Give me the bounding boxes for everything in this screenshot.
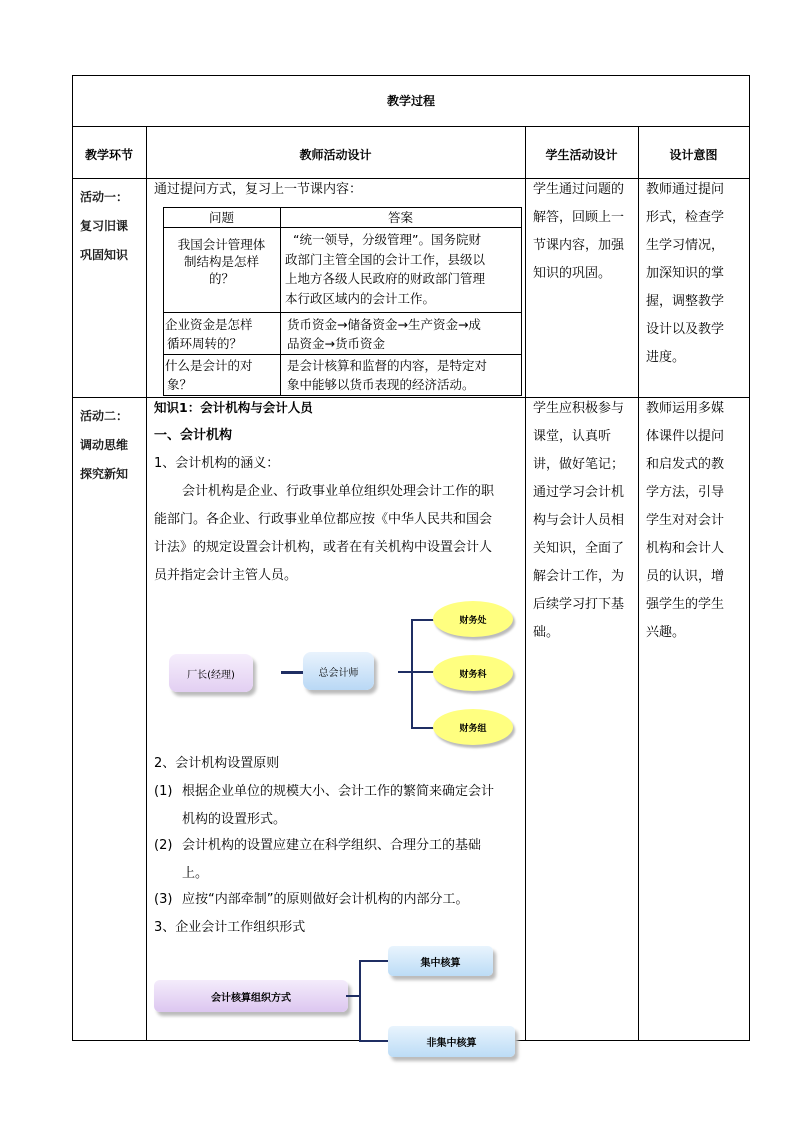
activity2-label bbox=[80, 402, 144, 489]
review-question-3: 什么是会计的对 象？ bbox=[165, 358, 253, 392]
activity1-intent: 教师通过提问 形式，检查学 生学习情况， 加深知识的掌 握，调整教学 设计以及教学 进度。 bbox=[646, 182, 725, 365]
org-leaf-finance-dept: 财务处 bbox=[433, 601, 513, 637]
review-question-1: 我国会计管理体 制结构是怎样 的？ bbox=[177, 237, 266, 286]
activity1-student: 学生通过问题的 解答，回顾上一 节课内容，加强 知识的巩固。 bbox=[533, 182, 625, 281]
org-leaf-finance-group: 财务组 bbox=[433, 709, 513, 745]
item-heading-2: 2、会计机构设置原则 bbox=[154, 756, 280, 771]
knowledge-title: 知识1：会计机构与会计人员 bbox=[154, 400, 313, 415]
review-header-answer: 答案 bbox=[387, 210, 413, 225]
review-header-question: 问题 bbox=[208, 210, 234, 225]
form-branch-centralized: 集中核算 bbox=[388, 946, 493, 976]
activity2-label-line: 调动思维 bbox=[80, 438, 129, 452]
page-title: 教学过程 bbox=[386, 94, 435, 108]
activity2-intent: 教师运用多媒 体课件以提问 和启发式的教 学方法，引导 学生对对会计 机构和会计人 员的认识，增 强学生的学生 兴趣。 bbox=[646, 401, 725, 640]
header-student: 学生活动设计 bbox=[545, 148, 618, 162]
section-heading: 一、会计机构 bbox=[154, 428, 233, 443]
review-question-2: 企业资金是怎样 循环周转的？ bbox=[165, 317, 253, 351]
form-root-box: 会计核算组织方式 bbox=[154, 980, 348, 1012]
activity2-label-line: 活动二： bbox=[80, 409, 129, 423]
activity1-label-line: 复习旧课 bbox=[80, 219, 129, 233]
header-intent: 设计意图 bbox=[669, 148, 718, 162]
header-stage: 教学环节 bbox=[84, 148, 133, 162]
activity2-label-line: 探究新知 bbox=[80, 467, 129, 481]
item-heading-3: 3、企业会计工作组织形式 bbox=[154, 920, 306, 935]
activity2-student: 学生应积极参与 课堂，认真听 讲，做好笔记； 通过学习会计机 构与会计人员相 关知识，全面了 解会计工作，为 后续学习打下基 础。 bbox=[533, 401, 625, 640]
header-teacher: 教师活动设计 bbox=[299, 148, 372, 162]
activity1-label bbox=[80, 183, 144, 270]
activity1-label-line: 活动一： bbox=[80, 190, 129, 204]
review-answer-3: 是会计核算和监督的内容，是特定对 象中能够以货币表现的经济活动。 bbox=[287, 358, 488, 392]
review-answer-2: 货币资金→储备资金→生产资金→成 品资金→货币资金 bbox=[287, 317, 481, 351]
org-box-chief-accountant: 总会计师 bbox=[303, 652, 374, 690]
form-branch-decentralized: 非集中核算 bbox=[388, 1026, 515, 1057]
org-box-director: 厂长(经理) bbox=[169, 654, 253, 692]
definition-paragraph: 会计机构是企业、行政事业单位组织处理会计工作的职 能部门。各企业、行政事业单位都应按《中华人民共和国会 计法》的规定设置会计机构，或者在有关机构中设置会计人 员并指定会计主管人员。 bbox=[154, 484, 495, 583]
item-heading-1: 1、会计机构的涵义： bbox=[154, 456, 280, 471]
review-answer-1: “统一领导，分级管理”。国务院财 政部门主管全国的会计工作，县级以 上地方各级人民政府的财政部门管理 本行政区域内的会计工作。 bbox=[285, 232, 486, 306]
activity1-label-line: 巩固知识 bbox=[80, 248, 129, 262]
org-leaf-finance-section: 财务科 bbox=[433, 655, 513, 691]
activity1-intro: 通过提问方式，复习上一节课内容： bbox=[154, 182, 363, 197]
